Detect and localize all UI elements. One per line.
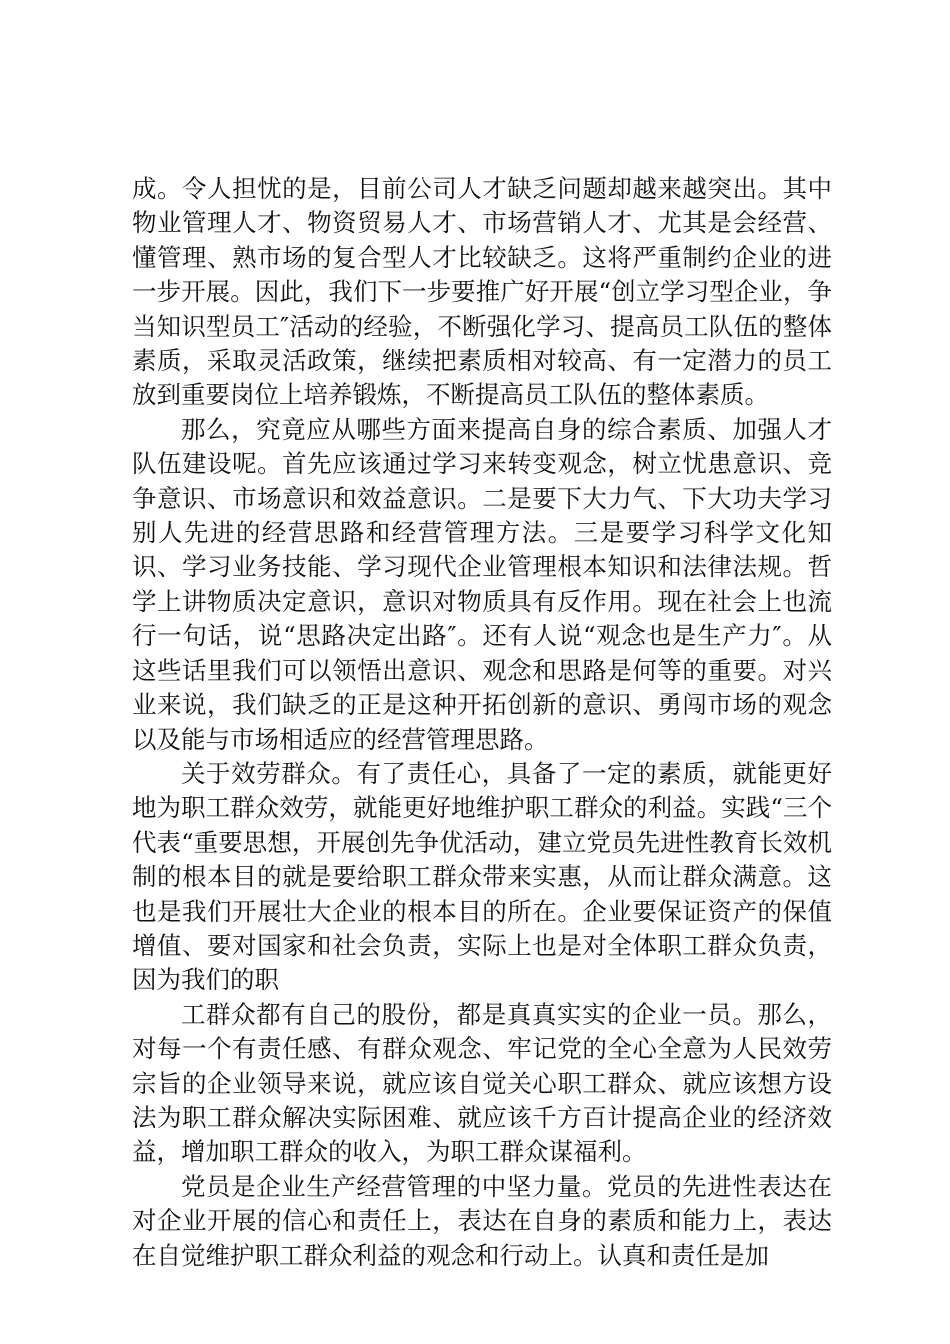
document-body	[132, 172, 832, 1273]
paragraph-5: 党员是企业生产经营管理的中坚力量。党员的先进性表达在对企业开展的信心和责任上，表达在自身的素质和能力上，表达在自觉维护职工群众利益的观念和行动上。认真和责任是加	[132, 1171, 832, 1270]
paragraph-1: 成。令人担忧的是，目前公司人才缺乏问题却越来越突出。其中物业管理人才、物资贸易人才、市场营销人才、尤其是会经营、懂管理、熟市场的复合型人才比较缺乏。这将严重制约企业的进一步开展。因此，我们下一步要推广好开展“创立学习型企业，争当知识型员工″活动的经验，不断强化学习、提高员工队伍的整体素质，采取灵活政策，继续把素质相对较高、有一定潜力的员工放到重要岗位上培养锻炼，不断提高员工队伍的整体素质。	[132, 174, 832, 410]
paragraph-2: 那么，究竟应从哪些方面来提高自身的综合素质、加强人才队伍建设呢。首先应该通过学习来转变观念，树立忧患意识、竞争意识、市场意识和效益意识。二是要下大力气、下大功夫学习别人先进的经营思路和经营管理方法。三是要学习科学文化知识、学习业务技能、学习现代企业管理根本知识和法律法规。哲学上讲物质决定意识，意识对物质具有反作用。现在社会上也流行一句话，说“思路决定出路″。还有人说“观念也是生产力″。从这些话里我们可以领悟出意识、观念和思路是何等的重要。对兴业来说，我们缺乏的正是这种开拓创新的意识、勇闯市场的观念以及能与市场相适应的经营管理思路。	[132, 414, 832, 754]
paragraph-3: 关于效劳群众。有了责任心，具备了一定的素质，就能更好地为职工群众效劳，就能更好地维护职工群众的利益。实践“三个代表“重要思想，开展创先争优活动，建立党员先进性教育长效机制的根本目的就是要给职工群众带来实惠，从而让群众满意。这也是我们开展壮大企业的根本目的所在。企业要保证资产的保值增值、要对国家和社会负责，实际上也是对全体职工群众负责，因为我们的职	[132, 758, 832, 995]
paragraph-4: 工群众都有自己的股份，都是真真实实的企业一员。那么，对每一个有责任感、有群众观念、牢记党的全心全意为人民效劳宗旨的企业领导来说，就应该自觉关心职工群众、就应该想方设法为职工群众解决实际困难、就应该千方百计提高企业的经济效益，增加职工群众的收入，为职工群众谋福利。	[132, 999, 832, 1167]
